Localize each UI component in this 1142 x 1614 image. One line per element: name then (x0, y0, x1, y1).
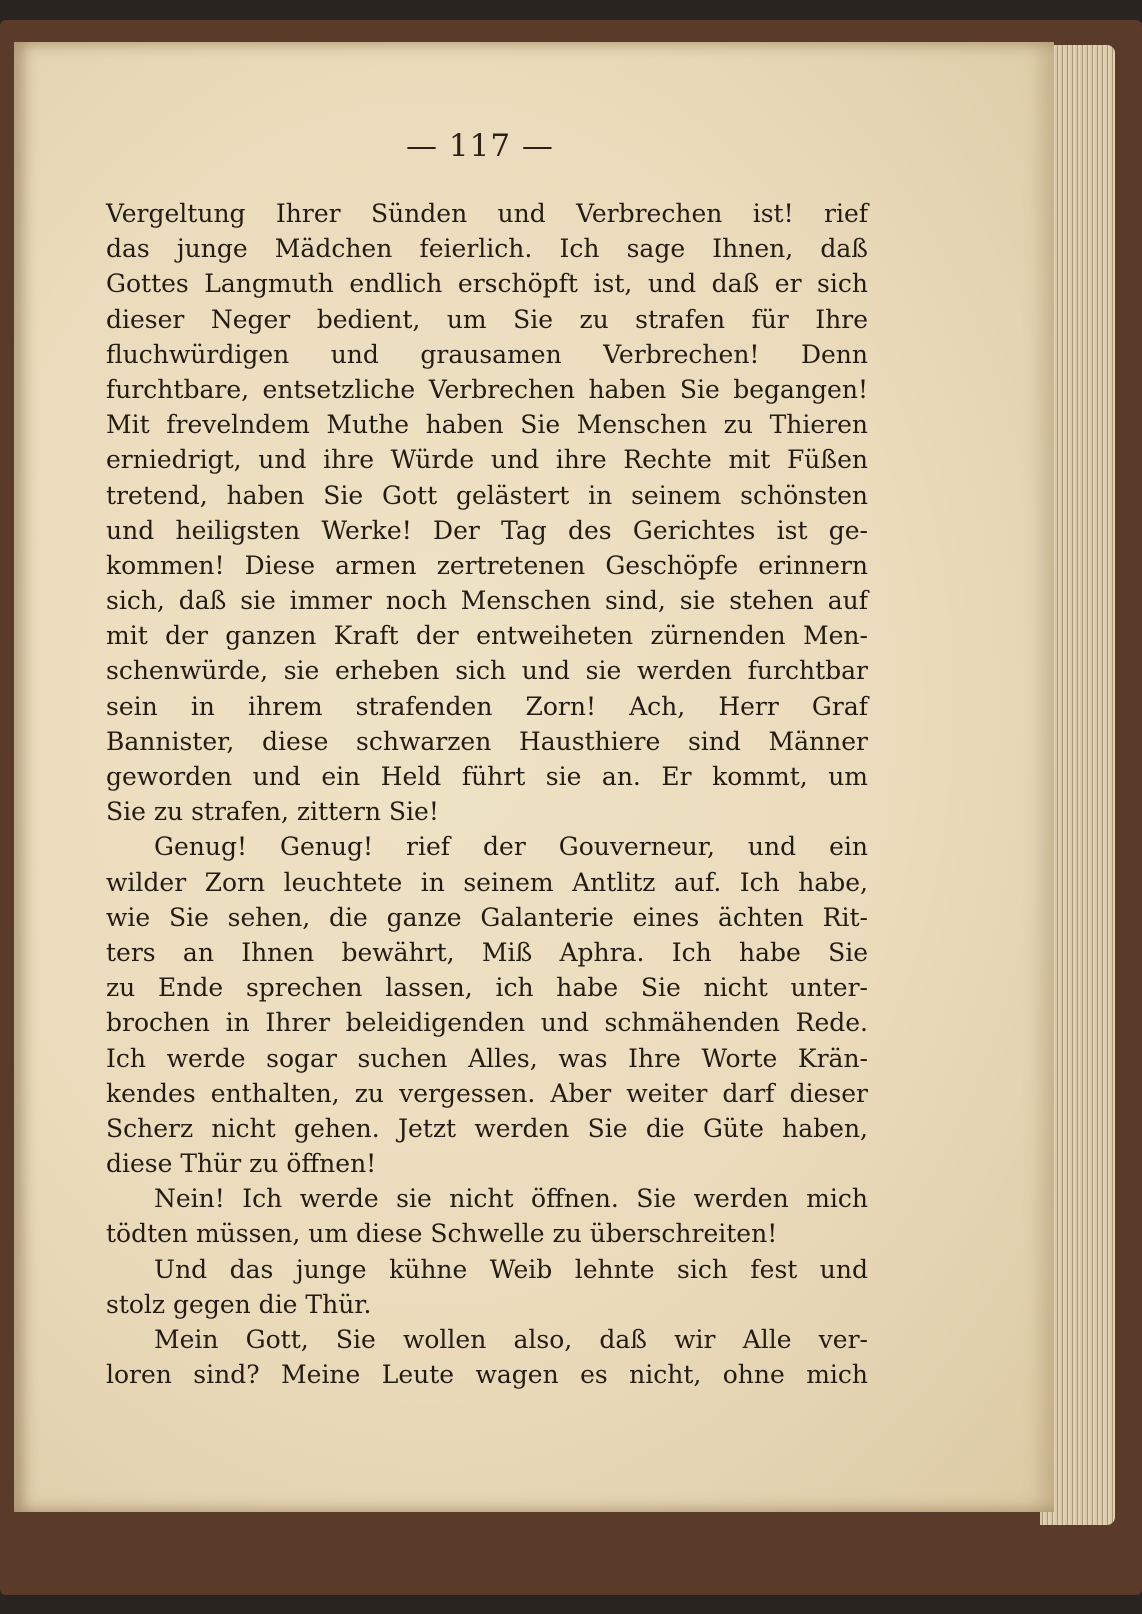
text-line: Genug! Genug! rief der Gouverneur, und ein (154, 832, 868, 862)
text-line: mit der ganzen Kraft der entweiheten zürnenden Men- (106, 621, 868, 651)
text-line: brochen in Ihrer beleidigenden und schmähenden Rede. (106, 1008, 868, 1038)
text-line: Nein! Ich werde sie nicht öffnen. Sie werden mich (154, 1184, 868, 1214)
text-line: ters an Ihnen bewährt, Miß Aphra. Ich habe Sie (106, 937, 868, 967)
text-line: das junge Mädchen feierlich. Ich sage Ihnen, daß (106, 234, 868, 264)
text-line: dieser Neger bedient, um Sie zu strafen für Ihre (106, 304, 868, 334)
text-line: Bannister, diese schwarzen Hausthiere sind Männer (106, 726, 868, 756)
text-line: Gottes Langmuth endlich erschöpft ist, und daß er sich (106, 269, 868, 299)
text-line: kommen! Diese armen zertretenen Geschöpfe erinnern (106, 550, 868, 580)
text-line: stolz gegen die Thür. (106, 1289, 372, 1319)
text-line: Und das junge kühne Weib lehnte sich fest und (154, 1254, 868, 1284)
text-line: geworden und ein Held führt sie an. Er kommt, um (106, 762, 868, 791)
body-text (106, 196, 868, 1392)
text-line: sich, daß sie immer noch Menschen sind, sie stehen auf (106, 586, 868, 616)
text-line: loren sind? Meine Leute wagen es nicht, ohne mich (106, 1360, 868, 1390)
text-line: wilder Zorn leuchtete in seinem Antlitz auf. Ich habe, (106, 867, 868, 897)
text-line: tödten müssen, um diese Schwelle zu überschreiten! (106, 1219, 778, 1249)
text-line: erniedrigt, und ihre Würde und ihre Rechte mit Füßen (106, 445, 868, 475)
text-line: schenwürde, sie erheben sich und sie werden furchtbar (106, 656, 868, 686)
text-line: Ich werde sogar suchen Alles, was Ihre Worte Krän- (106, 1043, 868, 1073)
text-line: Mein Gott, Sie wollen also, daß wir Alle ver- (154, 1325, 868, 1354)
text-line: wie Sie sehen, die ganze Galanterie eines ächten Rit- (106, 902, 868, 932)
text-line: Vergeltung Ihrer Sünden und Verbrechen ist! rief (106, 199, 868, 228)
text-line: fluchwürdigen und grausamen Verbrechen! Denn (106, 339, 868, 369)
text-line: furchtbare, entsetzliche Verbrechen haben Sie begangen! (106, 374, 868, 404)
text-line: und heiligsten Werke! Der Tag des Gerichtes ist ge- (106, 515, 868, 545)
text-line: sein in ihrem strafenden Zorn! Ach, Herr Graf (106, 691, 868, 721)
text-line: kendes enthalten, zu vergessen. Aber weiter darf dieser (106, 1078, 868, 1108)
text-line: zu Ende sprechen lassen, ich habe Sie nicht unter- (106, 973, 868, 1003)
text-line: tretend, haben Sie Gott gelästert in seinem schönsten (106, 480, 868, 510)
text-line: diese Thür zu öffnen! (106, 1149, 377, 1179)
text-line: Sie zu strafen, zittern Sie! (106, 797, 439, 827)
text-line: Mit frevelndem Muthe haben Sie Menschen zu Thieren (106, 410, 868, 440)
text-line: Scherz nicht gehen. Jetzt werden Sie die Güte haben, (106, 1113, 868, 1143)
page-number: — 117 — (406, 128, 554, 164)
